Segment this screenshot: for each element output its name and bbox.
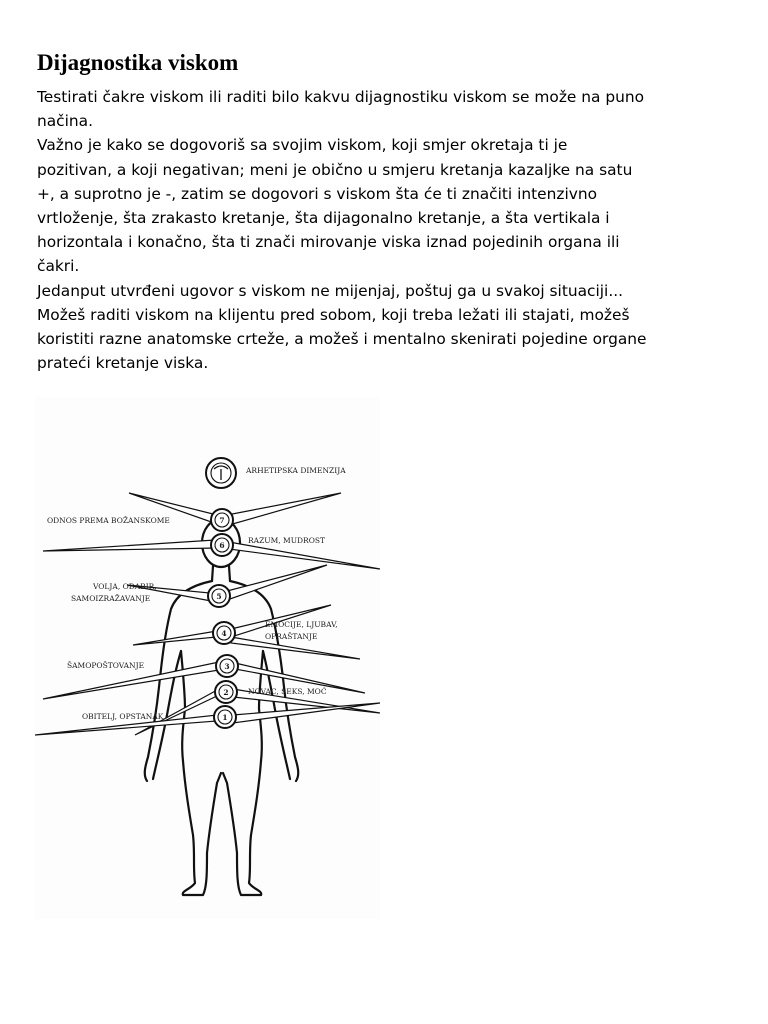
chakra-number-2: 2 (223, 688, 229, 697)
chakra-5 (208, 585, 230, 607)
label-volja-odabir: VOLJA, ODABIR, (93, 582, 157, 591)
torso-left (181, 651, 185, 761)
chakra-rays (35, 493, 380, 735)
text-line: čakri. (37, 257, 80, 276)
label-razum-mudrost: RAZUM, MUDROST (248, 536, 325, 545)
text-line: koristiti razne anatomske crteže, a možeš i mentalno skenirati pojedine organe (37, 330, 647, 349)
label-samoizrazavanje: SAMOIZRAŽAVANJE (71, 594, 151, 603)
ray-right-1 (233, 703, 380, 723)
neck-outline (212, 566, 230, 581)
text-line: Jedanput utvrđeni ugovor s viskom ne mijenjaj, poštuj ga u svakoj situaciji... (37, 281, 624, 300)
text-line: +, a suprotno je -, zatim se dogovori s viskom šta će ti značiti intenzivno (37, 184, 598, 203)
text-line: horizontala i konačno, šta ti znači mirovanje viska iznad pojedinih organa ili (37, 233, 620, 252)
ray-left-6 (43, 540, 217, 551)
ray-right-6 (229, 542, 380, 569)
body-paragraph (37, 85, 737, 375)
chakra-diagram (35, 397, 380, 919)
text-line: Važno je kako se dogovoriš sa svojim viskom, koji smjer okretaja ti je (37, 136, 568, 155)
ray-right-5 (227, 565, 327, 600)
left-leg (183, 761, 221, 895)
chakra-number-1: 1 (222, 713, 228, 722)
text-line: Testirati čakre viskom ili raditi bilo kakvu dijagnostiku viskom se može na puno (37, 88, 645, 106)
crown-chakra-symbol (206, 458, 236, 488)
right-arm-outer (230, 581, 298, 781)
text-line: pozitivan, a koji negativan; meni je obično u smjeru kretanja kazaljke na satu (37, 160, 633, 179)
ray-left-4 (133, 631, 217, 645)
chakra-number-7: 7 (219, 516, 225, 525)
label-odnos-prema-bozanskome: ODNOS PREMA BOŽANSKOME (47, 516, 170, 525)
text-line: prateći kretanje viska. (37, 354, 209, 373)
label-arhetipska-dimenzija: ARHETIPSKA DIMENZIJA (246, 466, 346, 475)
page-title: Dijagnostika viskom (37, 50, 239, 75)
label-opraštanje: OPRAŠTANJE (265, 632, 318, 641)
chakra-6 (211, 534, 233, 556)
label-obitelj-opstanak: OBITELJ, OPSTANAK (82, 712, 164, 721)
chakra-number-6: 6 (219, 541, 225, 550)
label-emocije-ljubav: EMOCIJE, LJUBAV, (265, 620, 338, 629)
torso-right (259, 651, 263, 761)
chakra-number-3: 3 (224, 662, 230, 671)
label-novac-seks-moc: NOVAC, SEKS, MOĆ (248, 687, 327, 696)
text-line: Možeš raditi viskom na klijentu pred sobom, koji treba ležati ili stajati, možeš (37, 305, 630, 324)
chakra-7 (211, 509, 233, 531)
chakra-body-figure (35, 397, 380, 919)
chakra-number-5: 5 (216, 592, 222, 601)
chakra-2 (215, 681, 237, 703)
ray-right-7 (227, 493, 341, 525)
right-leg (223, 761, 261, 895)
text-line: vrtloženje, šta zrakasto kretanje, šta dijagonalno kretanje, a šta vertikala i (37, 209, 610, 228)
label-samopostovanje: ŠAMOPOŠTOVANJE (67, 661, 145, 670)
chakra-number-4: 4 (221, 629, 227, 638)
text-line: načina. (37, 112, 94, 131)
chakra-4 (213, 622, 235, 644)
chakra-1 (214, 706, 236, 728)
chakra-3 (216, 655, 238, 677)
